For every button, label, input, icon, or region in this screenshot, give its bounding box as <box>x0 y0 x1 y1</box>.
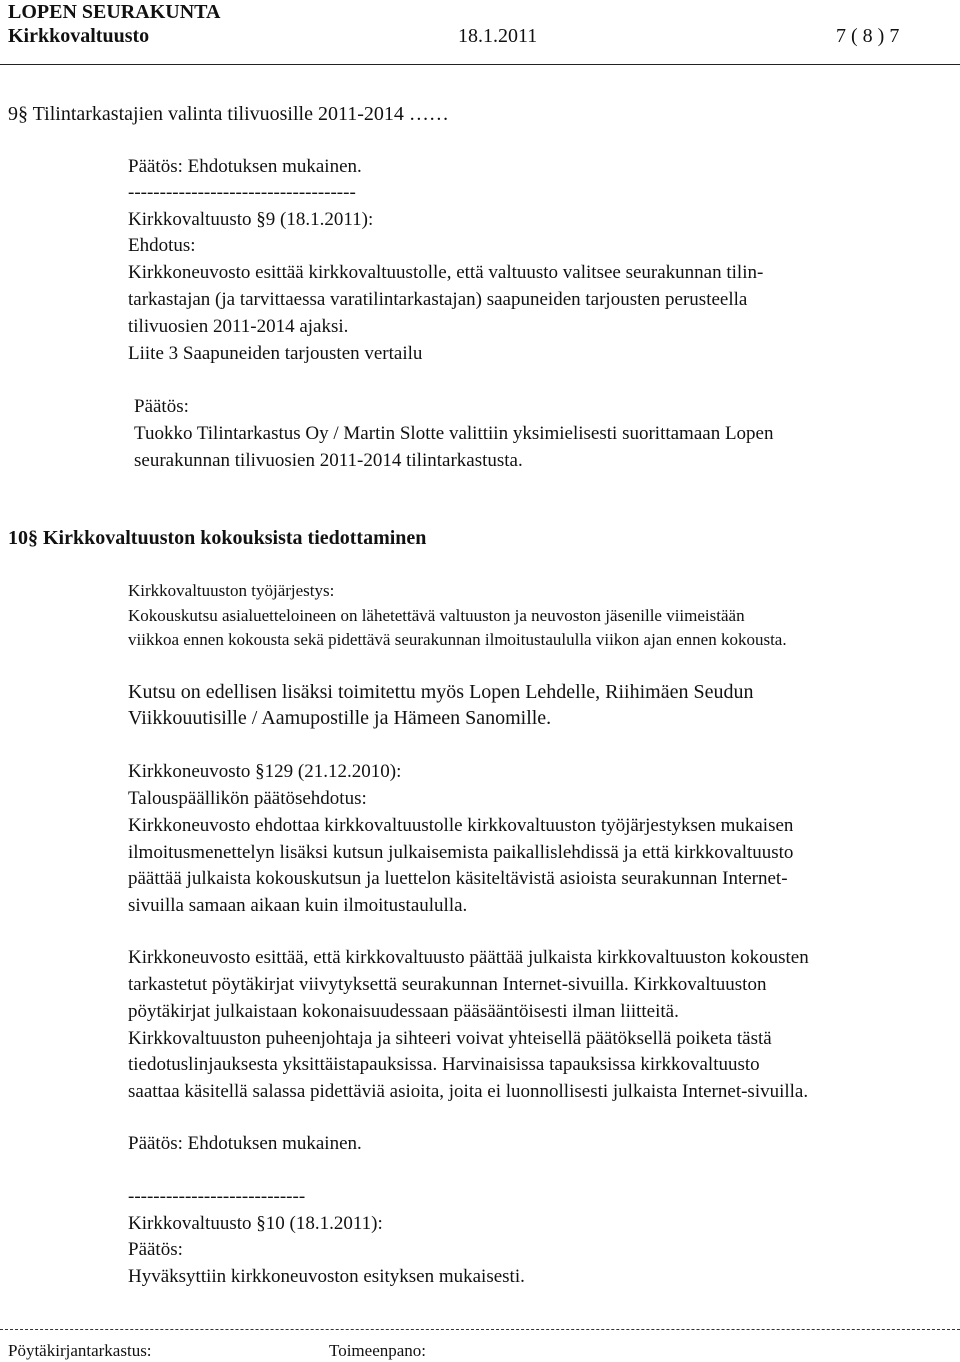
invitation-line: Viikkouutisille / Aamupostille ja Hämeen Sanomille. <box>128 707 552 729</box>
section-heading: 10§ Kirkkovaltuuston kokouksista tiedottaminen <box>8 527 427 549</box>
council-line: tiedotuslinjauksesta yksittäistapauksissa. Harvinaisissa tapauksissa kirkkovaltuusto <box>128 1054 760 1075</box>
proposal-label: Ehdotus: <box>128 235 196 256</box>
decision-label: Päätös: <box>134 396 189 417</box>
council-line: Kirkkoneuvosto esittää, että kirkkovaltuusto päättää julkaista kirkkovaltuuston kokousten <box>128 947 809 968</box>
decision-line: seurakunnan tilivuosien 2011-2014 tilintarkastusta. <box>134 450 523 471</box>
separator-line: ------------------------------------ <box>128 182 356 203</box>
council-line: Kirkkovaltuuston puheenjohtaja ja sihteeri voivat yhteisellä päätöksellä poiketa tästä <box>128 1028 772 1049</box>
org-name: LOPEN SEURAKUNTA <box>8 1 221 23</box>
decision-label: Päätös: <box>128 1239 183 1260</box>
decision-line: Hyväksyttiin kirkkoneuvoston esityksen mukaisesti. <box>128 1266 525 1287</box>
rules-line: Kokouskutsu asialuetteloineen on lähetettävä valtuuston ja neuvoston jäsenille viimeistään <box>128 606 745 625</box>
separator-line: ---------------------------- <box>128 1186 306 1207</box>
decision-text: Päätös: Ehdotuksen mukainen. <box>128 156 362 177</box>
proposal-line: tarkastajan (ja tarvittaessa varatilintarkastajan) saapuneiden tarjousten perusteella <box>128 289 748 310</box>
footer-divider <box>0 1329 960 1330</box>
proposal-label: Talouspäällikön päätösehdotus: <box>128 788 367 809</box>
proposal-line: sivuilla samaan aikaan kuin ilmoitustaululla. <box>128 895 468 916</box>
proposal-line: Kirkkoneuvosto esittää kirkkovaltuustolle, että valtuusto valitsee seurakunnan tilin- <box>128 262 764 283</box>
council-line: tarkastetut pöytäkirjat viivytyksettä seurakunnan Internet-sivuilla. Kirkkovaltuuston <box>128 974 767 995</box>
council-reference: Kirkkoneuvosto §129 (21.12.2010): <box>128 761 402 782</box>
invitation-line: Kutsu on edellisen lisäksi toimitettu myös Lopen Lehdelle, Riihimäen Seudun <box>128 681 754 703</box>
meeting-reference: Kirkkovaltuusto §9 (18.1.2011): <box>128 209 374 230</box>
proposal-line: päättää julkaista kokouskutsun ja luettelon käsiteltävistä asioista seurakunnan Internet- <box>128 868 788 889</box>
attachment-note: Liite 3 Saapuneiden tarjousten vertailu <box>128 343 423 364</box>
decision-line: Tuokko Tilintarkastus Oy / Martin Slotte valittiin yksimielisesti suorittamaan Lopen <box>134 423 774 444</box>
page-number: 7 ( 8 ) 7 <box>836 25 900 47</box>
proposal-line: Kirkkoneuvosto ehdottaa kirkkovaltuustolle kirkkovaltuuston työjärjestyksen mukaisen <box>128 815 794 836</box>
rules-line: viikkoa ennen kokousta sekä pidettävä seurakunnan ilmoitustaululla viikon ajan ennen kokousta. <box>128 630 787 649</box>
rules-label: Kirkkovaltuuston työjärjestys: <box>128 581 335 600</box>
executor-label: Toimeenpano: <box>329 1341 427 1360</box>
meeting-body: Kirkkovaltuusto <box>8 25 150 47</box>
decision-text: Päätös: Ehdotuksen mukainen. <box>128 1133 362 1154</box>
council-line: saattaa käsitellä salassa pidettäviä asioita, joita ei luonnollisesti julkaista Internet-sivuilla. <box>128 1081 809 1102</box>
header-divider <box>0 64 960 65</box>
council-line: pöytäkirjat julkaistaan kokonaisuudessaan pääsääntöisesti ilman liitteitä. <box>128 1001 679 1022</box>
meeting-date: 18.1.2011 <box>458 25 538 47</box>
meeting-reference: Kirkkovaltuusto §10 (18.1.2011): <box>128 1213 383 1234</box>
proposal-line: tilivuosien 2011-2014 ajaksi. <box>128 316 349 337</box>
section-heading: 9§ Tilintarkastajien valinta tilivuosille 2011-2014 …… <box>8 103 449 125</box>
reviewers-label: Pöytäkirjantarkastus: <box>8 1341 152 1360</box>
proposal-line: ilmoitusmenettelyn lisäksi kutsun julkaisemista paikallislehdissä ja että kirkkovaltuusto <box>128 842 794 863</box>
